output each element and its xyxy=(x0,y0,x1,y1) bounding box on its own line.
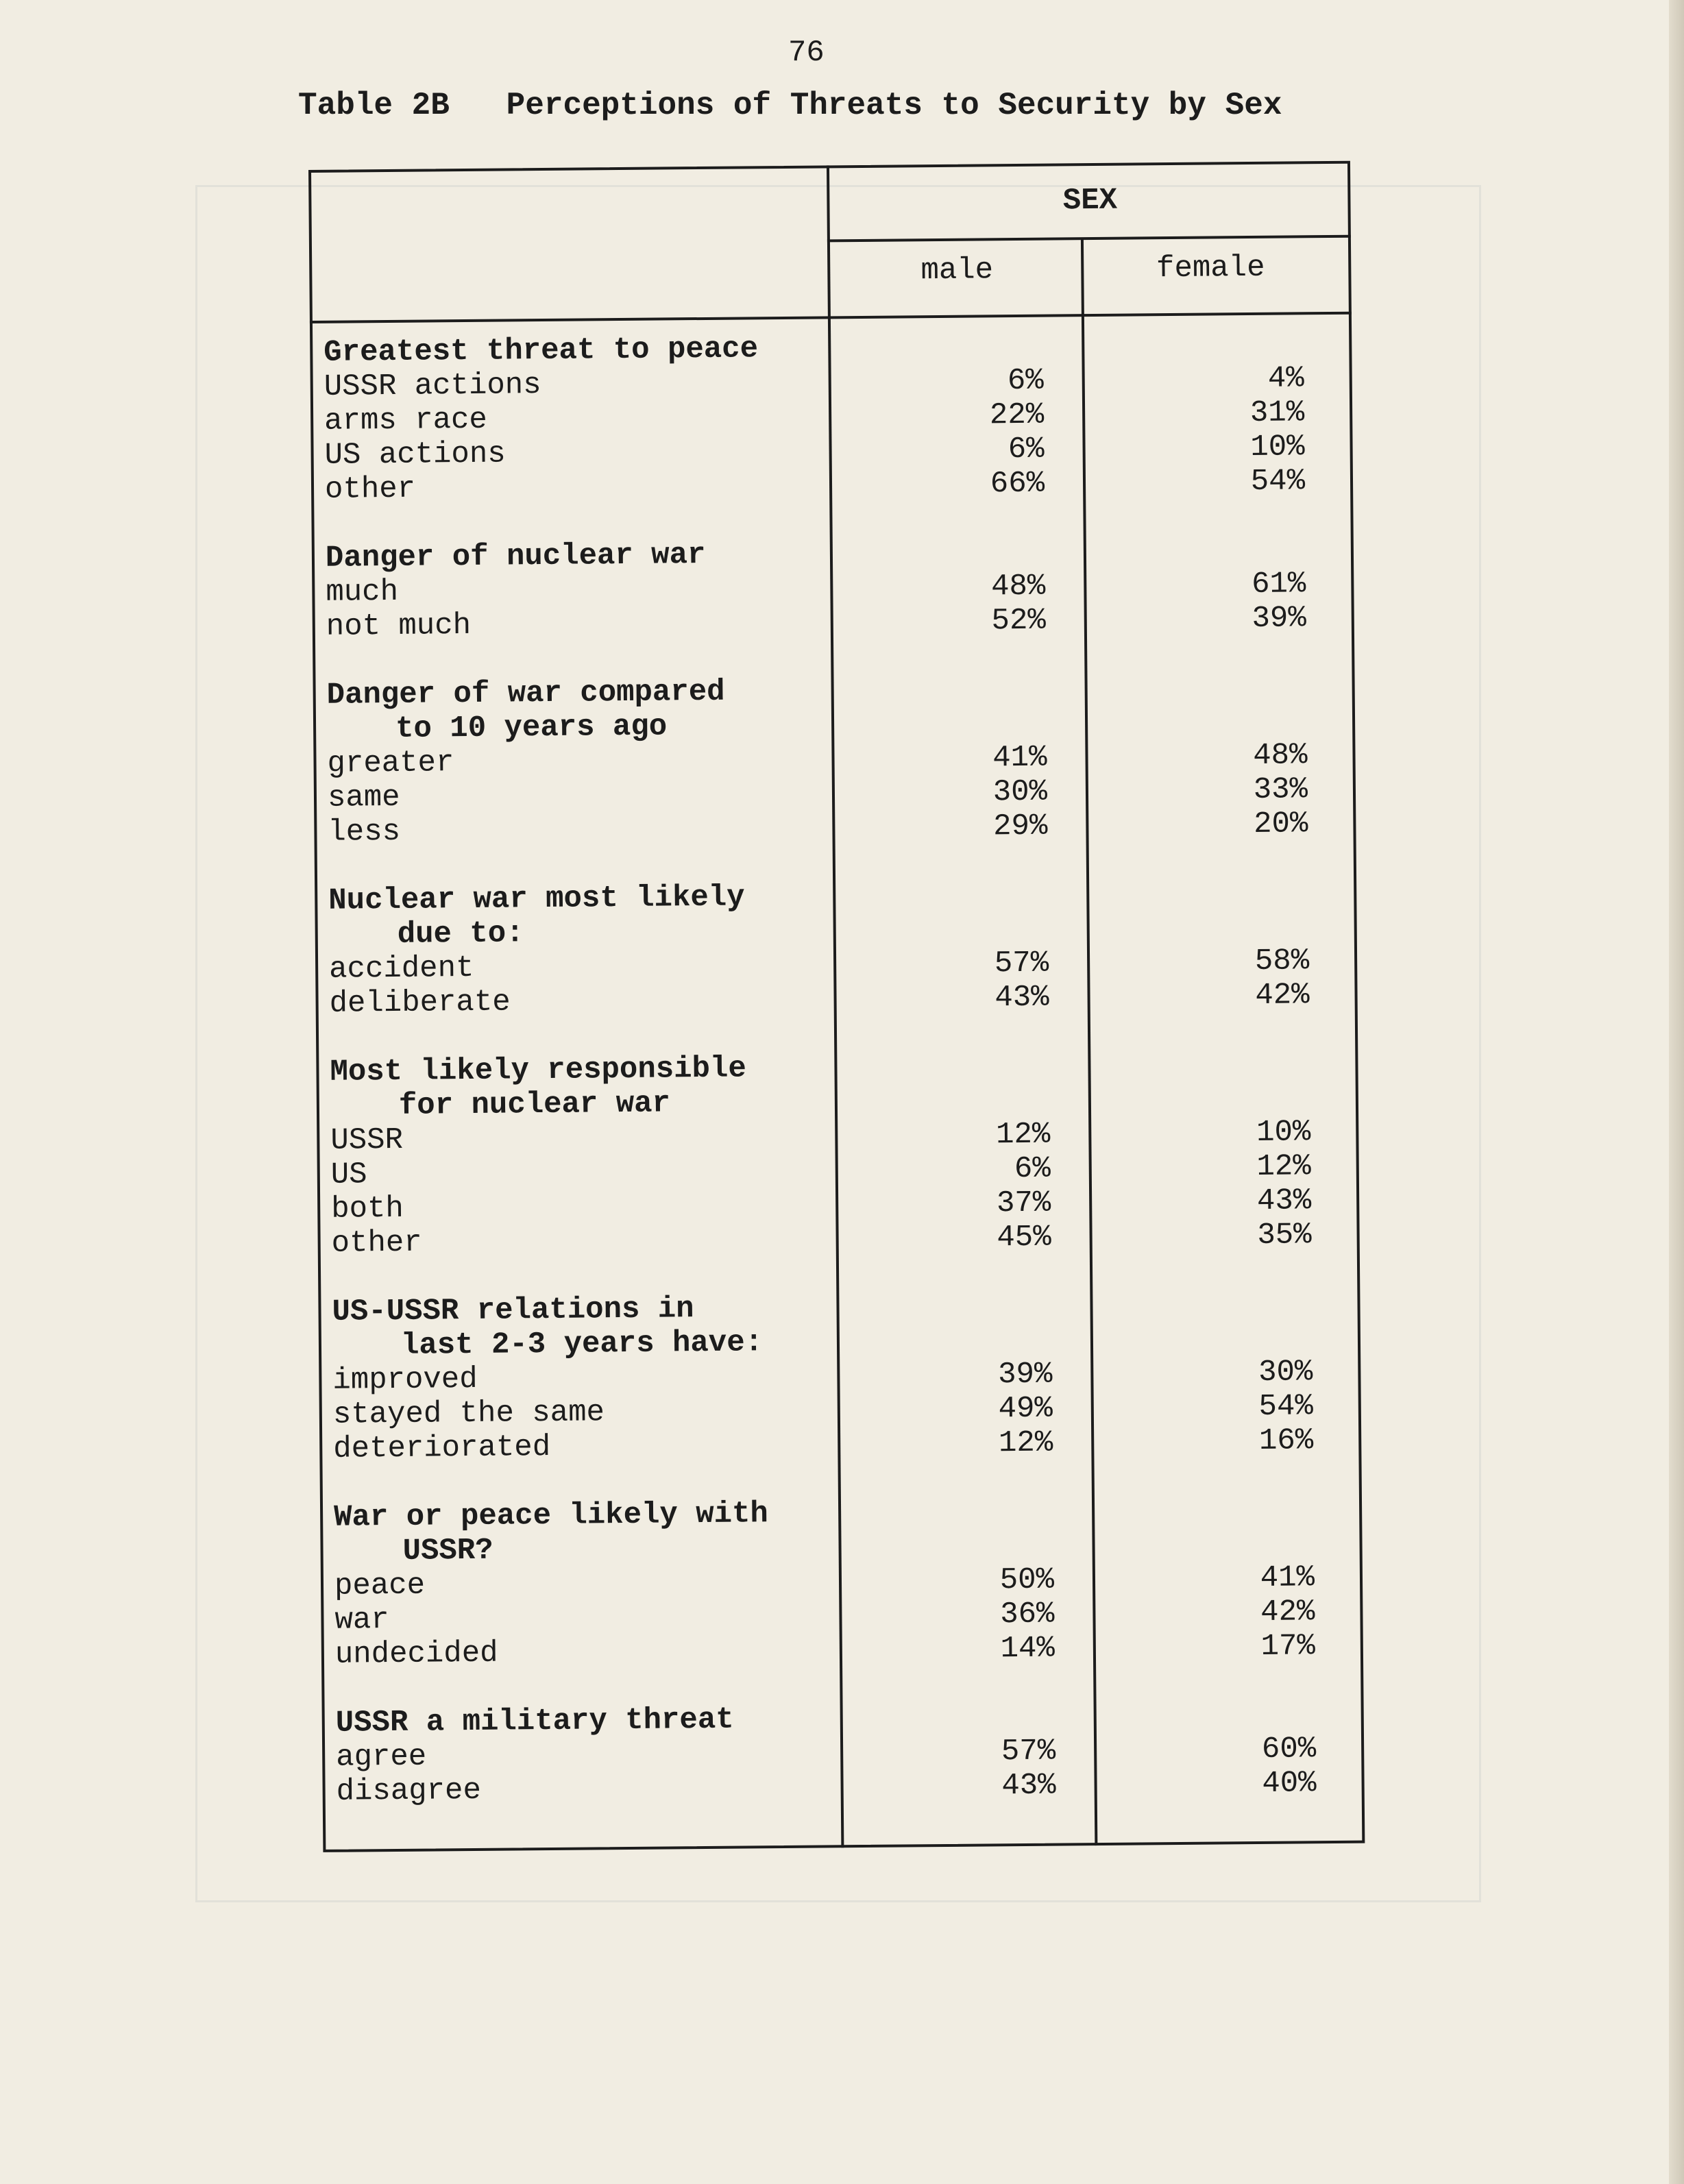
female-value: 60% xyxy=(1261,1732,1317,1767)
female-value: 43% xyxy=(1256,1183,1312,1218)
male-value: 66% xyxy=(990,466,1045,502)
female-value: 54% xyxy=(1250,464,1306,500)
male-value: 48% xyxy=(990,569,1046,604)
page-number: 76 xyxy=(788,36,825,70)
male-value: 6% xyxy=(1007,363,1044,399)
question-heading-line: Danger of war compared xyxy=(326,674,725,713)
male-value: 41% xyxy=(992,740,1047,776)
male-value: 43% xyxy=(1001,1768,1056,1804)
row-label: other xyxy=(331,1225,422,1261)
row-label: greater xyxy=(327,746,454,781)
question-heading-line: Greatest threat to peace xyxy=(324,332,759,370)
row-label: not much xyxy=(326,608,472,644)
table-body xyxy=(310,327,1365,1843)
male-value: 12% xyxy=(998,1425,1053,1461)
female-value: 61% xyxy=(1251,567,1306,602)
question-group xyxy=(318,1286,1361,1467)
male-value: 22% xyxy=(989,397,1045,433)
male-value: 50% xyxy=(999,1562,1055,1598)
table-title: Table 2B Perceptions of Threats to Security by Sex xyxy=(298,88,1282,123)
question-heading xyxy=(318,1286,1360,1364)
row-label: same xyxy=(327,780,400,815)
row-label: both xyxy=(331,1191,404,1227)
question-heading-line: USSR a military threat xyxy=(335,1702,734,1741)
question-heading-line: USSR? xyxy=(402,1533,493,1569)
row-label: peace xyxy=(334,1568,426,1604)
row-label: other xyxy=(324,471,416,507)
row-label: deteriorated xyxy=(333,1430,551,1467)
question-group xyxy=(310,327,1353,507)
question-group xyxy=(322,1697,1365,1809)
male-value: 14% xyxy=(1000,1631,1055,1667)
male-value: 49% xyxy=(998,1391,1053,1427)
male-value: 57% xyxy=(994,946,1049,981)
female-value: 39% xyxy=(1252,601,1306,637)
row-label: USSR actions xyxy=(324,368,541,404)
female-value: 16% xyxy=(1258,1423,1314,1458)
female-value: 42% xyxy=(1260,1595,1315,1630)
row-label: US xyxy=(330,1157,367,1192)
row-label: war xyxy=(334,1603,389,1638)
row-label: USSR xyxy=(330,1122,404,1158)
column-header-male: male xyxy=(920,253,994,289)
question-heading xyxy=(320,1492,1363,1569)
question-heading xyxy=(313,670,1355,747)
question-heading-line: US-USSR relations in xyxy=(332,1292,694,1329)
female-value: 10% xyxy=(1250,430,1305,465)
female-value: 41% xyxy=(1260,1560,1315,1595)
row-label: US actions xyxy=(324,437,506,473)
male-value: 57% xyxy=(1001,1734,1056,1769)
row-label: deliberate xyxy=(329,985,511,1021)
female-value: 40% xyxy=(1262,1766,1317,1801)
question-group xyxy=(313,670,1356,850)
male-value: 29% xyxy=(992,809,1048,844)
male-value: 6% xyxy=(1014,1151,1051,1187)
male-value: 36% xyxy=(999,1597,1055,1632)
male-value: 37% xyxy=(996,1186,1051,1221)
female-value: 4% xyxy=(1267,361,1304,396)
male-value: 12% xyxy=(995,1117,1051,1153)
question-heading-line: Most likely responsible xyxy=(330,1051,746,1090)
question-heading-line: to 10 years ago xyxy=(395,709,668,746)
male-value: 30% xyxy=(992,774,1048,810)
question-group xyxy=(320,1492,1363,1672)
question-heading xyxy=(316,1046,1358,1124)
row-label: much xyxy=(326,574,399,610)
question-group xyxy=(316,1046,1360,1261)
female-value: 10% xyxy=(1256,1115,1311,1150)
female-value: 54% xyxy=(1258,1389,1314,1424)
female-value: 30% xyxy=(1258,1355,1313,1390)
data-table xyxy=(308,161,1365,1852)
male-value: 39% xyxy=(997,1357,1053,1392)
row-label: improved xyxy=(332,1362,478,1398)
male-value: 43% xyxy=(994,980,1049,1016)
page-edge xyxy=(1669,0,1684,2184)
question-heading-line: Nuclear war most likely xyxy=(328,880,745,918)
female-value: 31% xyxy=(1249,395,1305,431)
row-label: agree xyxy=(336,1739,427,1775)
row-label: accident xyxy=(328,950,474,987)
female-value: 42% xyxy=(1255,978,1310,1013)
female-value: 58% xyxy=(1254,944,1310,979)
female-value: 35% xyxy=(1257,1218,1312,1253)
column-header-female: female xyxy=(1156,250,1265,286)
row-label: undecided xyxy=(334,1636,498,1672)
male-value: 45% xyxy=(997,1220,1051,1255)
female-value: 12% xyxy=(1256,1149,1311,1184)
question-heading-line: War or peace likely with xyxy=(333,1497,769,1535)
question-heading xyxy=(315,875,1357,953)
question-heading-line: last 2-3 years have: xyxy=(400,1325,764,1363)
question-group xyxy=(312,532,1354,644)
row-label: arms race xyxy=(324,402,488,439)
male-value: 52% xyxy=(991,603,1046,639)
question-group xyxy=(315,875,1358,1021)
row-label: disagree xyxy=(336,1773,482,1809)
sex-header: SEX xyxy=(1062,183,1118,219)
female-value: 20% xyxy=(1253,807,1308,842)
row-label: less xyxy=(328,814,401,850)
question-heading-line: for nuclear war xyxy=(398,1086,671,1123)
question-heading-line: due to: xyxy=(397,916,524,952)
female-value: 48% xyxy=(1253,738,1308,774)
male-value: 6% xyxy=(1008,432,1045,467)
female-value: 33% xyxy=(1253,772,1308,808)
female-value: 17% xyxy=(1260,1629,1316,1664)
row-label: stayed the same xyxy=(332,1395,605,1432)
question-heading-line: Danger of nuclear war xyxy=(325,537,706,576)
